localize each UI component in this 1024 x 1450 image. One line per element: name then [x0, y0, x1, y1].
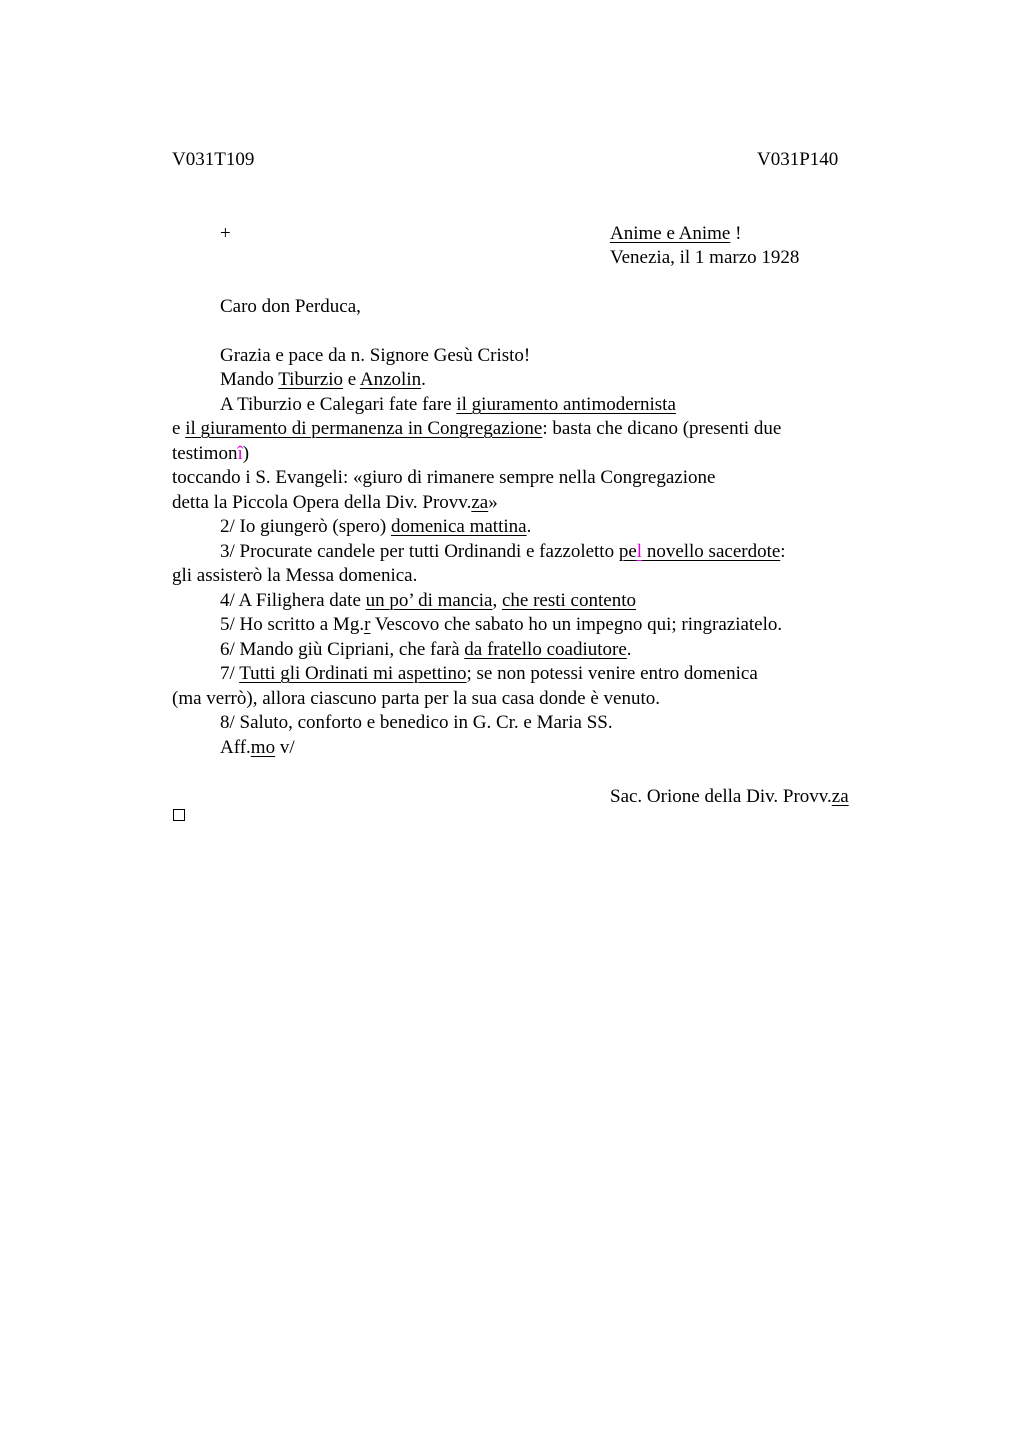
text: »: [488, 492, 498, 513]
item-7-continuation: (ma verrò), allora ciascuno parta per la sua casa donde è venuto.: [172, 688, 660, 709]
text: Vescovo che sabato ho un impegno qui; ringraziatelo.: [370, 614, 783, 635]
body-line-6: toccando i S. Evangeli: «giuro di rimanere sempre nella Congregazione: [172, 467, 716, 488]
text: 7/: [220, 663, 240, 684]
text: 3/ Procurate candele per tutti Ordinandi e fazzoletto: [220, 541, 619, 562]
cross-symbol: +: [220, 223, 231, 244]
text: 5/ Ho scritto a Mg.: [220, 614, 365, 635]
text: : basta che dicano (presenti due: [542, 418, 782, 439]
body-line-2: [220, 370, 426, 389]
document-code-left: V031T109: [172, 149, 255, 170]
greeting-line: Grazia e pace da n. Signore Gesù Cristo!: [220, 345, 531, 366]
text: Sac. Orione della Div. Provv.: [610, 786, 832, 807]
text: .: [526, 516, 532, 537]
underlined-text: za: [471, 492, 489, 513]
underlined-text: pe: [618, 541, 637, 562]
checkbox-square-icon: [173, 809, 185, 821]
underlined-text: il giuramento di permanenza in Congregazione: [185, 418, 543, 439]
text: 4/ A Filighera date: [220, 590, 366, 611]
body-line-4: [172, 419, 781, 438]
document-code-right: V031P140: [757, 149, 839, 170]
underlined-text: mo: [250, 737, 276, 758]
underlined-text: domenica mattina: [390, 516, 527, 537]
text: :: [780, 541, 786, 562]
item-6: [220, 640, 632, 659]
text: 2/ Io giungerò (spero): [220, 516, 391, 537]
text: 6/ Mando giù Cipriani, che farà: [220, 639, 465, 660]
underlined-text: za: [831, 786, 849, 807]
body-line-7: [172, 493, 498, 512]
text: Mando: [220, 369, 279, 390]
underlined-text: che resti contento: [501, 590, 636, 611]
salutation: Caro don Perduca,: [220, 296, 361, 317]
underlined-text: il giuramento antimodernista: [456, 394, 676, 415]
underlined-text: da fratello coadiutore: [464, 639, 627, 660]
body-line-5: [172, 444, 249, 463]
text: Aff.: [220, 737, 251, 758]
underlined-text: Anzolin: [359, 369, 422, 390]
text: ,: [492, 590, 502, 611]
text: v/: [275, 737, 295, 758]
motto: [610, 224, 741, 243]
item-7: [220, 664, 758, 683]
underlined-text: novello sacerdote: [642, 541, 781, 562]
text: .: [421, 369, 426, 390]
text: .: [626, 639, 632, 660]
item-2: [220, 517, 531, 536]
text: e: [172, 418, 186, 439]
motto-suffix: !: [730, 223, 742, 244]
item-4: [220, 591, 636, 610]
text: e: [343, 369, 360, 390]
motto-text: Anime e Anime: [610, 223, 731, 244]
text: A Tiburzio e Calegari fate fare: [220, 394, 457, 415]
text: detta la Piccola Opera della Div. Provv.: [172, 492, 472, 513]
underlined-text: Tutti gli Ordinati mi aspettino: [239, 663, 467, 684]
text: testimon: [172, 443, 238, 464]
highlighted-text: î: [237, 443, 243, 464]
text: ): [242, 443, 250, 464]
signature: [610, 787, 849, 806]
closing: [220, 738, 295, 757]
item-5: [220, 615, 782, 634]
item-8: 8/ Saluto, conforto e benedico in G. Cr. e Maria SS.: [220, 712, 613, 733]
text: ; se non potessi venire entro domenica: [466, 663, 758, 684]
underlined-text: un po’ di mancia: [365, 590, 493, 611]
place-date: Venezia, il 1 marzo 1928: [610, 247, 800, 268]
item-3: [220, 542, 786, 561]
underlined-text: Tiburzio: [278, 369, 343, 390]
item-3-continuation: gli assisterò la Messa domenica.: [172, 565, 418, 586]
body-line-3: [220, 395, 676, 414]
underlined-text: r: [364, 614, 371, 635]
highlighted-text: l: [636, 541, 643, 562]
